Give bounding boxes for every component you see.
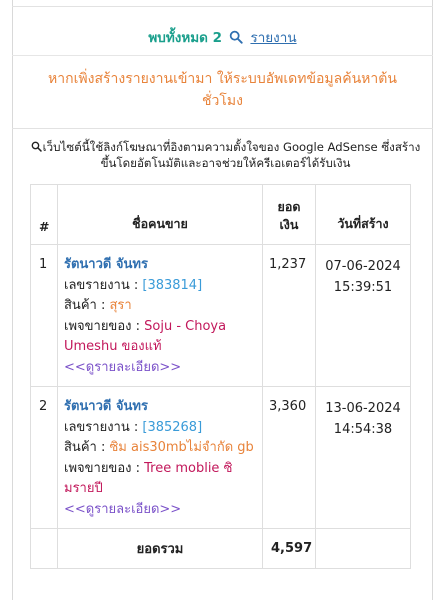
row-date: 07-06-2024: [325, 259, 401, 274]
report-no-label: เลขรายงาน :: [64, 277, 143, 293]
row-created-date: [316, 245, 411, 387]
total-value: 4,597: [263, 529, 316, 569]
shop-label: เพจขายของ :: [64, 460, 145, 476]
search-icon: [31, 141, 42, 152]
header-number: #: [31, 185, 58, 245]
table-header-row: [31, 185, 411, 245]
product-name: สุรา: [109, 298, 132, 313]
product-name: ซิม ais30mbไม่จำกัด gb: [109, 440, 254, 455]
header-created-date: วันที่สร้าง: [316, 185, 411, 245]
row-number: 2: [31, 387, 58, 529]
row-number: 1: [31, 245, 58, 387]
search-icon: [229, 30, 243, 44]
results-summary: [0, 26, 445, 48]
row-date: 13-06-2024: [325, 401, 401, 416]
row-time: 15:39:51: [333, 279, 393, 295]
total-empty-cell: [31, 529, 58, 569]
table-row: [31, 387, 411, 529]
report-link[interactable]: รายงาน: [250, 30, 297, 46]
shop-label: เพจขายของ :: [64, 318, 145, 334]
update-notice: หากเพิ่งสร้างรายงานเข้ามา ให้ระบบอัพเดทข้อมูลค้นหาต้นชั่วโมง: [48, 71, 397, 109]
table-row: [31, 245, 411, 387]
top-divider: [12, 6, 433, 7]
product-label: สินค้า :: [64, 298, 110, 313]
row-created-date: [316, 387, 411, 529]
header-amount: [263, 185, 316, 245]
divider: [12, 128, 433, 129]
report-no-label: เลขรายงาน :: [64, 419, 143, 435]
view-details-link[interactable]: <<ดูรายละเอียด>>: [64, 501, 182, 517]
adsense-disclaimer: [28, 139, 423, 171]
total-row: [31, 529, 411, 569]
results-count-text: พบทั้งหมด 2: [148, 30, 223, 46]
product-label: สินค้า :: [64, 440, 110, 455]
divider: [12, 55, 433, 56]
shop-name: Tree moblie ซิมรายปี: [64, 460, 233, 496]
shop-name: Soju - Choya Umeshu ของแท้: [64, 318, 227, 354]
row-amount: 3,360: [263, 387, 316, 529]
total-empty-cell: [316, 529, 411, 569]
seller-name-link[interactable]: รัตนาวดี จันทร: [64, 399, 148, 414]
row-info: [58, 245, 263, 387]
row-time: 14:54:38: [333, 421, 393, 437]
seller-name-link[interactable]: รัตนาวดี จันทร: [64, 257, 148, 272]
report-id-link[interactable]: [385268]: [142, 419, 203, 435]
report-id-link[interactable]: [383814]: [142, 277, 203, 293]
disclaimer-text: เว็บไซต์นี้ใช้ลิงก์โฆษณาที่อิงตามความตั้งใจของ Google AdSense ซึ่งสร้างขึ้นโดยอัตโนมัติและอาจช่วยให้ครีเอเตอร์ได้รับเงิน: [42, 140, 421, 170]
header-amount-line2: เงิน: [279, 217, 299, 232]
header-seller-name: ชื่อคนขาย: [58, 185, 263, 245]
view-details-link[interactable]: <<ดูรายละเอียด>>: [64, 359, 182, 375]
reports-table: [30, 184, 411, 569]
total-label: ยอดรวม: [58, 529, 263, 569]
header-amount-line1: ยอด: [277, 199, 301, 214]
row-amount: 1,237: [263, 245, 316, 387]
row-info: [58, 387, 263, 529]
